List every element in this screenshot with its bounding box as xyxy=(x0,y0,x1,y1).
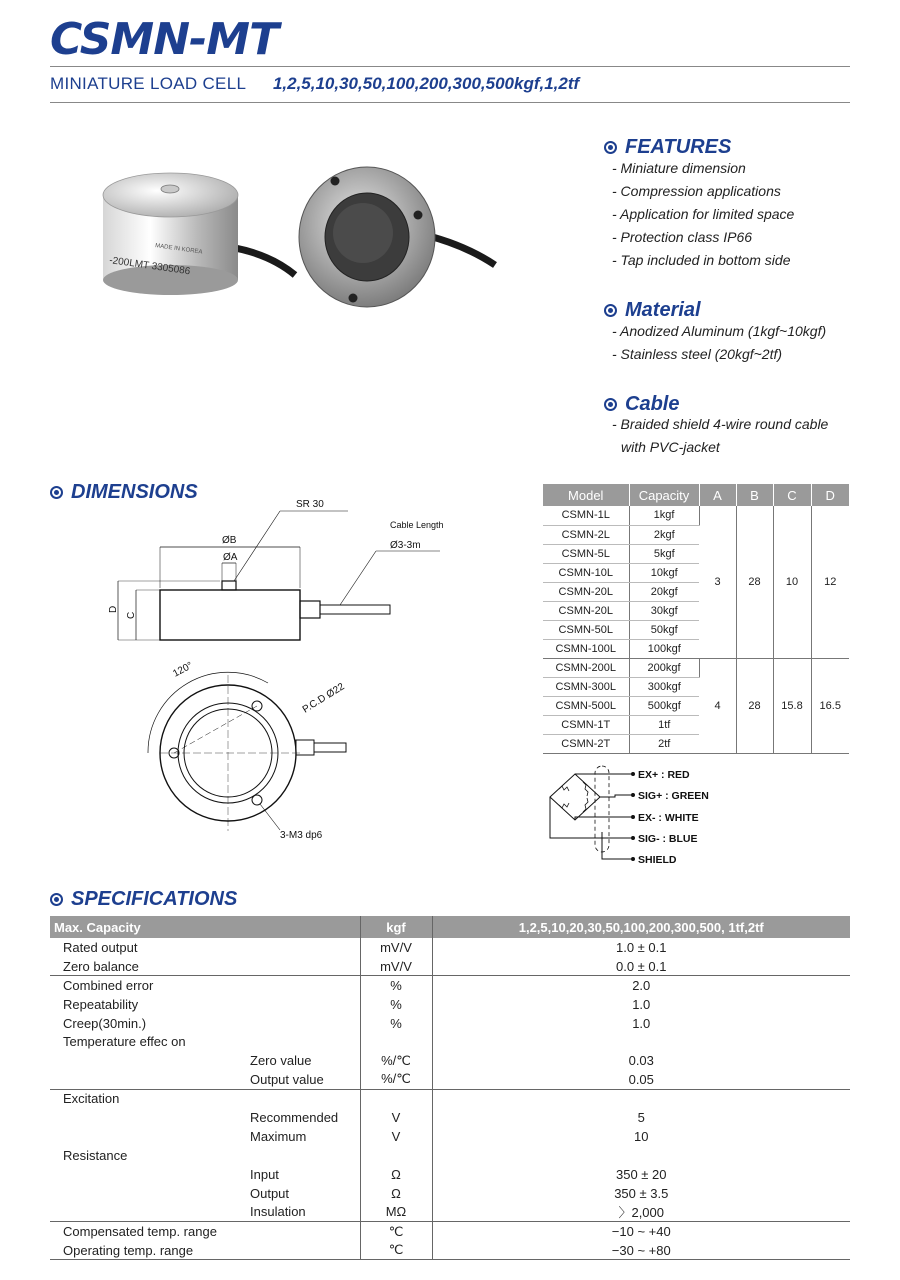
material-title: Material xyxy=(625,299,701,321)
capacity-cell: 2tf xyxy=(629,734,699,753)
specifications-table xyxy=(50,916,850,1260)
model-cell: CSMN-1L xyxy=(543,506,629,525)
spec-unit xyxy=(360,1032,432,1051)
capacity-cell: 2kgf xyxy=(629,525,699,544)
model-cell: CSMN-10L xyxy=(543,563,629,582)
spec-unit: % xyxy=(360,1014,432,1033)
spec-unit: ℃ xyxy=(360,1241,432,1260)
capacity-cell: 200kgf xyxy=(629,658,699,677)
spec-label: Recommended xyxy=(50,1108,360,1127)
spec-row xyxy=(50,1127,850,1146)
right-cell-highlight xyxy=(333,203,393,263)
cable-line-2: with PVC-jacket xyxy=(621,439,720,455)
dim-cable-length-label: Cable Length xyxy=(390,520,444,530)
specifications-title: SPECIFICATIONS xyxy=(71,888,238,910)
header-rule-bottom xyxy=(50,102,850,103)
spec-row xyxy=(50,1070,850,1089)
material-heading xyxy=(604,299,701,322)
model-cell: CSMN-2T xyxy=(543,734,629,753)
spec-value: 1.0 ± 0.1 xyxy=(615,939,667,955)
specifications-heading xyxy=(50,888,237,911)
spec-unit: Ω xyxy=(360,1165,432,1184)
spec-value: 5 xyxy=(637,1109,645,1125)
spec-unit xyxy=(360,1089,432,1108)
section-bullet-icon xyxy=(604,398,617,411)
capacity-table-header xyxy=(543,484,849,506)
capacity-cell: 5kgf xyxy=(629,544,699,563)
spec-row xyxy=(50,995,850,1014)
dim-sr-label: SR 30 xyxy=(296,499,324,510)
spec-unit: Ω xyxy=(360,1184,432,1203)
spec-unit: %/℃ xyxy=(360,1051,432,1070)
feature-item: - Miniature dimension xyxy=(612,160,746,176)
dim-cable-dia-label: Ø3-3m xyxy=(390,540,421,551)
spec-value: 0.03 xyxy=(628,1053,654,1069)
cell-origin-text: MADE IN KOREA xyxy=(154,243,203,256)
model-cell: CSMN-5L xyxy=(543,544,629,563)
capacity-cell: 1tf xyxy=(629,715,699,734)
model-cell: CSMN-20L xyxy=(543,582,629,601)
model-cell: CSMN-2L xyxy=(543,525,629,544)
dimensions-title: DIMENSIONS xyxy=(71,481,198,503)
spec-row xyxy=(50,1014,850,1033)
capacity-cell: 500kgf xyxy=(629,696,699,715)
spec-row xyxy=(50,957,850,976)
mount-hole-1 xyxy=(331,177,340,186)
spec-unit: % xyxy=(360,976,432,995)
mount-hole-3 xyxy=(349,294,358,303)
dim-d-label: D xyxy=(108,605,119,613)
spec-value xyxy=(432,1146,850,1165)
wiring-diagram xyxy=(545,762,745,872)
col-c: C xyxy=(773,484,811,506)
mount-hole-2 xyxy=(414,211,423,220)
capacity-cell: 20kgf xyxy=(629,582,699,601)
spec-unit: ℃ xyxy=(360,1222,432,1241)
wire-label: EX+ : RED xyxy=(638,769,690,781)
dim-ob-label: ØB xyxy=(222,535,237,546)
capacity-cell: 100kgf xyxy=(629,639,699,658)
feature-item: - Application for limited space xyxy=(612,206,795,222)
capacity-cell: 1kgf xyxy=(629,506,699,525)
features-heading xyxy=(604,136,731,159)
cable-description xyxy=(612,413,828,459)
wire-label: EX- : WHITE xyxy=(638,812,699,824)
spec-header-row xyxy=(50,916,850,938)
spec-label: Combined error xyxy=(50,976,360,995)
capacity-cell: 10kgf xyxy=(629,563,699,582)
capacity-table xyxy=(543,484,849,754)
dim-c-label: C xyxy=(126,611,137,619)
spec-label: Excitation xyxy=(50,1089,360,1108)
right-cable xyxy=(425,235,495,265)
col-a: A xyxy=(699,484,736,506)
model-cell: CSMN-50L xyxy=(543,620,629,639)
spec-row xyxy=(50,1184,850,1203)
dim-tap-label: 3-M3 dp6 xyxy=(280,830,323,841)
col-d: D xyxy=(811,484,849,506)
spec-unit: mV/V xyxy=(360,957,432,976)
spec-label: Output value xyxy=(50,1070,360,1089)
spec-value: 10 xyxy=(634,1128,649,1144)
side-view-body xyxy=(160,590,300,640)
spec-unit: mV/V xyxy=(360,938,432,957)
spec-label: Insulation xyxy=(50,1202,360,1222)
section-bullet-icon xyxy=(604,304,617,317)
spec-label: Zero value xyxy=(50,1051,360,1070)
spec-label: Creep(30min.) xyxy=(50,1014,360,1033)
wire-label: SIG+ : GREEN xyxy=(638,790,709,802)
subtitle-text: MINIATURE LOAD CELL xyxy=(50,74,247,93)
model-cell: CSMN-500L xyxy=(543,696,629,715)
spec-header-values: 1,2,5,10,20,30,50,100,200,300,500, 1tf,2tf xyxy=(432,916,850,938)
spec-row xyxy=(50,1241,850,1260)
spec-unit: V xyxy=(360,1127,432,1146)
dim-pcd-label: P.C.D Ø22 xyxy=(300,681,347,716)
side-view-button xyxy=(222,581,236,590)
spec-label: Compensated temp. range xyxy=(50,1222,360,1241)
spec-value: −30 ~ +80 xyxy=(432,1241,850,1260)
product-photos xyxy=(95,155,505,315)
section-bullet-icon xyxy=(50,486,63,499)
spec-unit: %/℃ xyxy=(360,1070,432,1089)
col-model: Model xyxy=(543,484,629,506)
spec-label: Repeatability xyxy=(50,995,360,1014)
spec-value: 350 ± 20 xyxy=(615,1166,667,1182)
dim-b-cell: 28 xyxy=(736,506,773,658)
material-item: - Stainless steel (20kgf~2tf) xyxy=(612,346,783,362)
spec-unit: % xyxy=(360,995,432,1014)
header-rule-top xyxy=(50,66,850,67)
material-item: - Anodized Aluminum (1kgf~10kgf) xyxy=(612,323,827,339)
product-title: CSMN-MT xyxy=(50,14,279,65)
spec-label: Resistance xyxy=(50,1146,360,1165)
dim-b-cell: 28 xyxy=(736,658,773,753)
dim-a-cell: 4 xyxy=(699,658,736,753)
model-cell: CSMN-300L xyxy=(543,677,629,696)
model-cell: CSMN-100L xyxy=(543,639,629,658)
spec-row xyxy=(50,1032,850,1051)
features-list xyxy=(612,157,794,272)
spec-label: Zero balance xyxy=(50,957,360,976)
left-cell-top xyxy=(103,173,238,217)
spec-label: Temperature effec on xyxy=(50,1032,360,1051)
spec-value: 2.0 xyxy=(632,977,651,993)
spec-header-capacity: Max. Capacity xyxy=(50,916,360,938)
dimension-drawing xyxy=(100,495,480,865)
col-capacity: Capacity xyxy=(629,484,699,506)
col-b: B xyxy=(736,484,773,506)
spec-row xyxy=(50,1146,850,1165)
spec-row xyxy=(50,1165,850,1184)
feature-item: - Protection class IP66 xyxy=(612,229,753,245)
section-bullet-icon xyxy=(604,141,617,154)
spec-row xyxy=(50,1108,850,1127)
capacity-cell: 300kgf xyxy=(629,677,699,696)
spec-value xyxy=(432,1032,850,1051)
cable-title: Cable xyxy=(625,393,680,415)
load-button xyxy=(161,185,179,193)
dim-angle-label: 120° xyxy=(171,660,195,680)
dim-d-cell: 12 xyxy=(811,506,849,658)
spec-label: Maximum xyxy=(50,1127,360,1146)
spec-label: Input xyxy=(50,1165,360,1184)
spec-row xyxy=(50,1222,850,1241)
section-bullet-icon xyxy=(50,893,63,906)
spec-unit xyxy=(360,1146,432,1165)
spec-value: 〉2,000 xyxy=(432,1202,850,1222)
feature-item: - Tap included in bottom side xyxy=(612,252,791,268)
spec-unit: MΩ xyxy=(360,1202,432,1222)
cell-model-text: -200LMT 3305086 xyxy=(108,255,191,278)
dim-a-cell: 3 xyxy=(699,506,736,658)
model-cell: CSMN-200L xyxy=(543,658,629,677)
spec-row xyxy=(50,1089,850,1108)
product-subtitle xyxy=(50,74,579,94)
spec-row xyxy=(50,938,850,957)
spec-label: Rated output xyxy=(50,938,360,957)
dim-c-cell: 10 xyxy=(773,506,811,658)
top-view-hole-3 xyxy=(252,795,262,805)
cable-line-1: - Braided shield 4-wire round cable xyxy=(612,416,829,432)
capacity-cell: 50kgf xyxy=(629,620,699,639)
spec-value xyxy=(432,1089,850,1108)
spec-value: 1.0 xyxy=(632,1015,651,1031)
spec-value: −10 ~ +40 xyxy=(611,1224,671,1240)
spec-header-unit: kgf xyxy=(360,916,432,938)
spec-label: Output xyxy=(50,1184,360,1203)
spec-row xyxy=(50,1051,850,1070)
table-row xyxy=(543,506,849,525)
spec-value: 0.0 ± 0.1 xyxy=(432,957,850,976)
spec-value: 350 ± 3.5 xyxy=(614,1185,669,1201)
model-cell: CSMN-20L xyxy=(543,601,629,620)
features-title: FEATURES xyxy=(625,136,732,158)
spec-value: 1.0 xyxy=(632,996,651,1012)
table-row xyxy=(543,658,849,677)
wire-label: SHIELD xyxy=(638,854,677,866)
spec-unit: V xyxy=(360,1108,432,1127)
feature-item: - Compression applications xyxy=(612,183,781,199)
dim-d-cell: 16.5 xyxy=(811,658,849,753)
model-cell: CSMN-1T xyxy=(543,715,629,734)
capacity-cell: 30kgf xyxy=(629,601,699,620)
capacity-range: 1,2,5,10,30,50,100,200,300,500kgf,1,2tf xyxy=(272,74,580,93)
spec-value: 0.05 xyxy=(432,1070,850,1089)
dim-oa-label: ØA xyxy=(223,552,238,563)
spec-row xyxy=(50,1202,850,1222)
spec-row xyxy=(50,976,850,995)
spec-label: Operating temp. range xyxy=(50,1241,360,1260)
cable-side xyxy=(320,605,390,614)
cable-gland xyxy=(300,601,320,618)
material-list xyxy=(612,320,826,366)
dim-c-cell: 15.8 xyxy=(773,658,811,753)
bridge-circuit xyxy=(550,774,600,820)
wire-label: SIG- : BLUE xyxy=(638,833,698,845)
